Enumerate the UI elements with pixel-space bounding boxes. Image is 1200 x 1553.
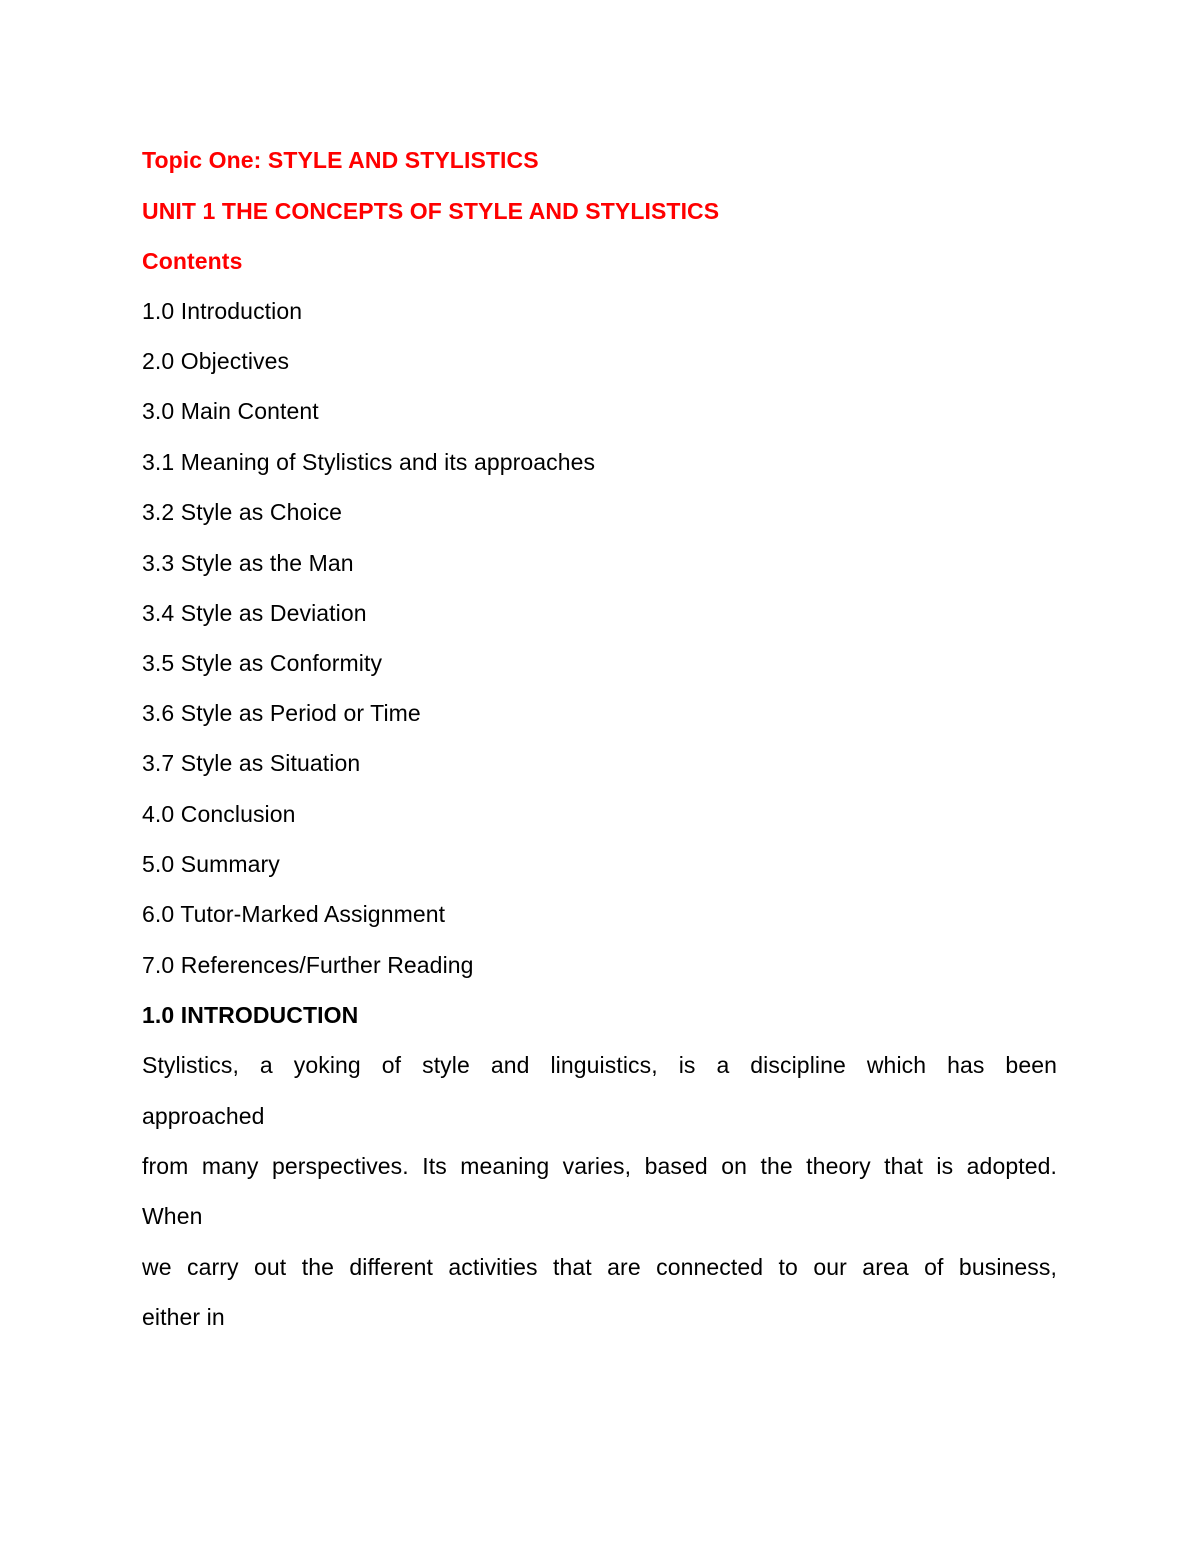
- contents-item: 3.5 Style as Conformity: [142, 650, 383, 676]
- body-line: Stylistics, a yoking of style and linguistics, is a discipline which has been: [142, 1052, 1057, 1078]
- body-line: When: [142, 1203, 203, 1229]
- contents-item: 6.0 Tutor-Marked Assignment: [142, 901, 446, 927]
- contents-item: 1.0 Introduction: [142, 298, 303, 324]
- body-line: from many perspectives. Its meaning varies, based on the theory that is adopted.: [142, 1153, 1057, 1179]
- contents-item: 2.0 Objectives: [142, 348, 290, 374]
- contents-item: 3.6 Style as Period or Time: [142, 700, 421, 726]
- contents-item: 3.2 Style as Choice: [142, 499, 343, 525]
- body-line: we carry out the different activities that are connected to our area of business,: [142, 1254, 1057, 1280]
- contents-item: 5.0 Summary: [142, 851, 280, 877]
- contents-item: 3.3 Style as the Man: [142, 550, 354, 576]
- unit-title: UNIT 1 THE CONCEPTS OF STYLE AND STYLISTICS: [142, 198, 720, 224]
- contents-item: 3.1 Meaning of Stylistics and its approaches: [142, 449, 596, 475]
- body-line: approached: [142, 1103, 265, 1129]
- contents-item: 3.0 Main Content: [142, 398, 319, 424]
- body-line: either in: [142, 1304, 225, 1330]
- introduction-heading: 1.0 INTRODUCTION: [142, 1002, 359, 1028]
- contents-item: 3.4 Style as Deviation: [142, 600, 367, 626]
- contents-item: 7.0 References/Further Reading: [142, 952, 474, 978]
- topic-title: Topic One: STYLE AND STYLISTICS: [142, 147, 539, 173]
- contents-heading: Contents: [142, 248, 243, 274]
- contents-item: 3.7 Style as Situation: [142, 750, 361, 776]
- contents-item: 4.0 Conclusion: [142, 801, 296, 827]
